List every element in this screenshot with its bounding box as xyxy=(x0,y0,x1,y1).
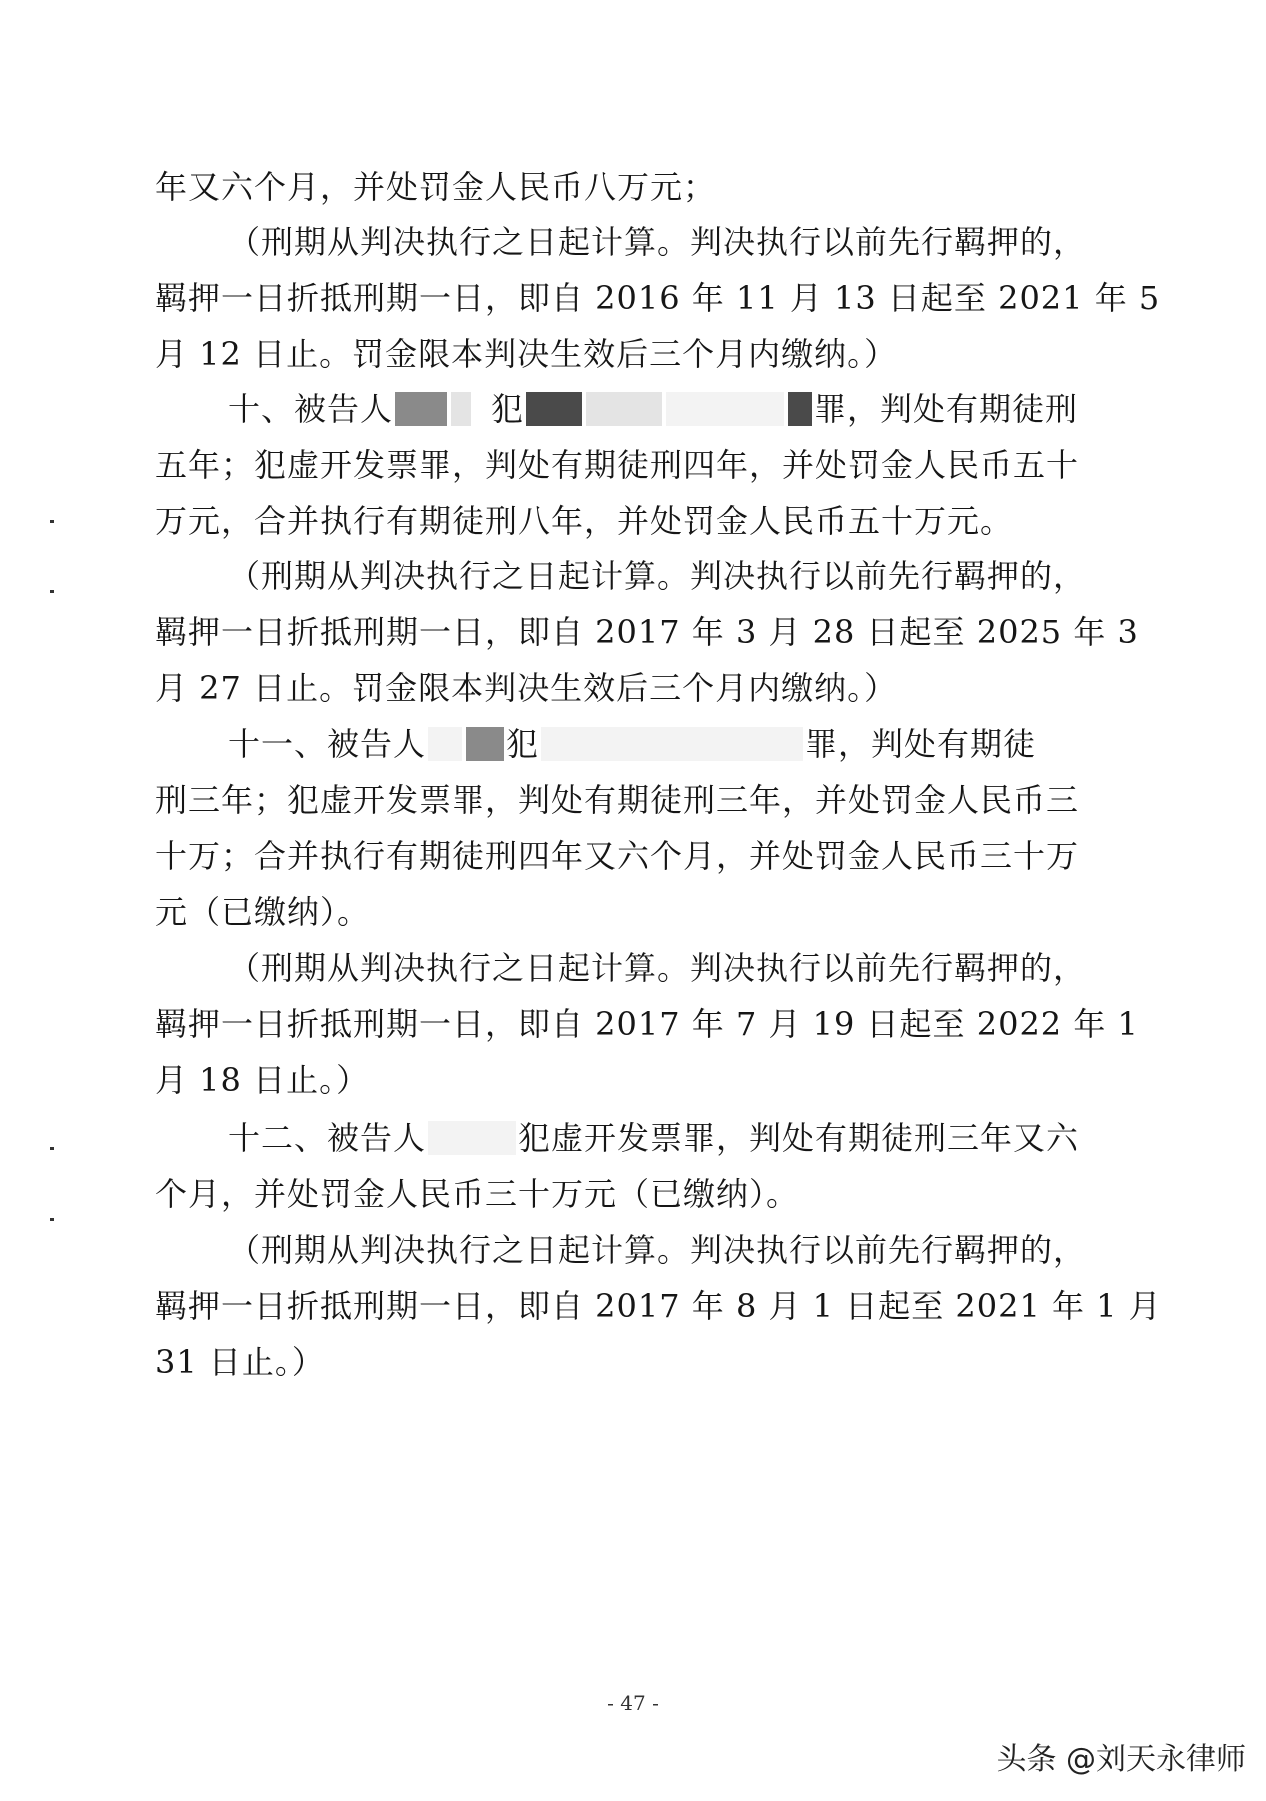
text-segment: 十、被告人 xyxy=(228,390,394,428)
redaction-block xyxy=(475,392,489,426)
text-segment: 罪，判处有期徒 xyxy=(805,725,1037,763)
redaction-block xyxy=(526,392,582,426)
text-line: 月 18 日止。） xyxy=(155,1061,370,1099)
watermark-label: 头条 @刘天永律师 xyxy=(996,1742,1246,1777)
text-line: （刑期从判决执行之日起计算。判决执行以前先行羁押的， xyxy=(228,557,1087,595)
text-segment: 十一、被告人 xyxy=(228,725,427,763)
text-line: 月 12 日止。罚金限本判决生效后三个月内缴纳。） xyxy=(155,335,898,373)
redaction-block xyxy=(428,1121,516,1155)
defendant-line-12 xyxy=(228,1118,1079,1158)
page-number: - 47 - xyxy=(607,1691,659,1715)
text-line: 刑三年；犯虚开发票罪，判处有期徒刑三年，并处罚金人民币三 xyxy=(155,781,1080,819)
text-segment: 犯虚开发票罪，判处有期徒刑三年又六 xyxy=(518,1119,1080,1157)
text-segment: 犯 xyxy=(506,725,540,763)
text-line: （刑期从判决执行之日起计算。判决执行以前先行羁押的， xyxy=(228,223,1087,261)
redaction-block xyxy=(428,727,462,761)
redaction-block xyxy=(541,727,803,761)
scan-mark xyxy=(50,1147,54,1150)
redaction-block xyxy=(788,392,812,426)
text-line: 月 27 日止。罚金限本判决生效后三个月内缴纳。） xyxy=(155,669,898,707)
text-segment: 犯 xyxy=(491,390,525,428)
text-line: 羁押一日折抵刑期一日，即自 2017 年 8 月 1 日起至 2021 年 1 月 xyxy=(155,1287,1162,1325)
text-line: 羁押一日折抵刑期一日，即自 2017 年 7 月 19 日起至 2022 年 1 xyxy=(155,1005,1139,1043)
scan-mark xyxy=(50,590,54,593)
text-line: 万元，合并执行有期徒刑八年，并处罚金人民币五十万元。 xyxy=(155,502,1014,540)
text-line: 年又六个月，并处罚金人民币八万元； xyxy=(155,168,717,206)
redaction-block xyxy=(666,392,784,426)
text-line: 羁押一日折抵刑期一日，即自 2016 年 11 月 13 日起至 2021 年 5 xyxy=(155,279,1161,317)
text-line: 个月，并处罚金人民币三十万元（已缴纳）。 xyxy=(155,1175,800,1213)
text-line: 五年；犯虚开发票罪，判处有期徒刑四年，并处罚金人民币五十 xyxy=(155,446,1080,484)
redaction-block xyxy=(466,727,504,761)
text-segment: 十二、被告人 xyxy=(228,1119,427,1157)
text-segment: 罪，判处有期徒刑 xyxy=(814,390,1079,428)
text-line: （刑期从判决执行之日起计算。判决执行以前先行羁押的， xyxy=(228,1231,1087,1269)
scan-mark xyxy=(50,1218,54,1221)
redaction-block xyxy=(586,392,662,426)
text-line: （刑期从判决执行之日起计算。判决执行以前先行羁押的， xyxy=(228,949,1087,987)
text-line: 元（已缴纳）。 xyxy=(155,893,371,931)
text-line: 31 日止。） xyxy=(155,1343,325,1381)
scan-mark xyxy=(50,520,54,523)
text-line: 十万；合并执行有期徒刑四年又六个月，并处罚金人民币三十万 xyxy=(155,837,1080,875)
text-line: 羁押一日折抵刑期一日，即自 2017 年 3 月 28 日起至 2025 年 3 xyxy=(155,613,1139,651)
defendant-line-11 xyxy=(228,724,1036,764)
defendant-line-10 xyxy=(228,389,1078,429)
redaction-block xyxy=(395,392,447,426)
redaction-block xyxy=(451,392,471,426)
